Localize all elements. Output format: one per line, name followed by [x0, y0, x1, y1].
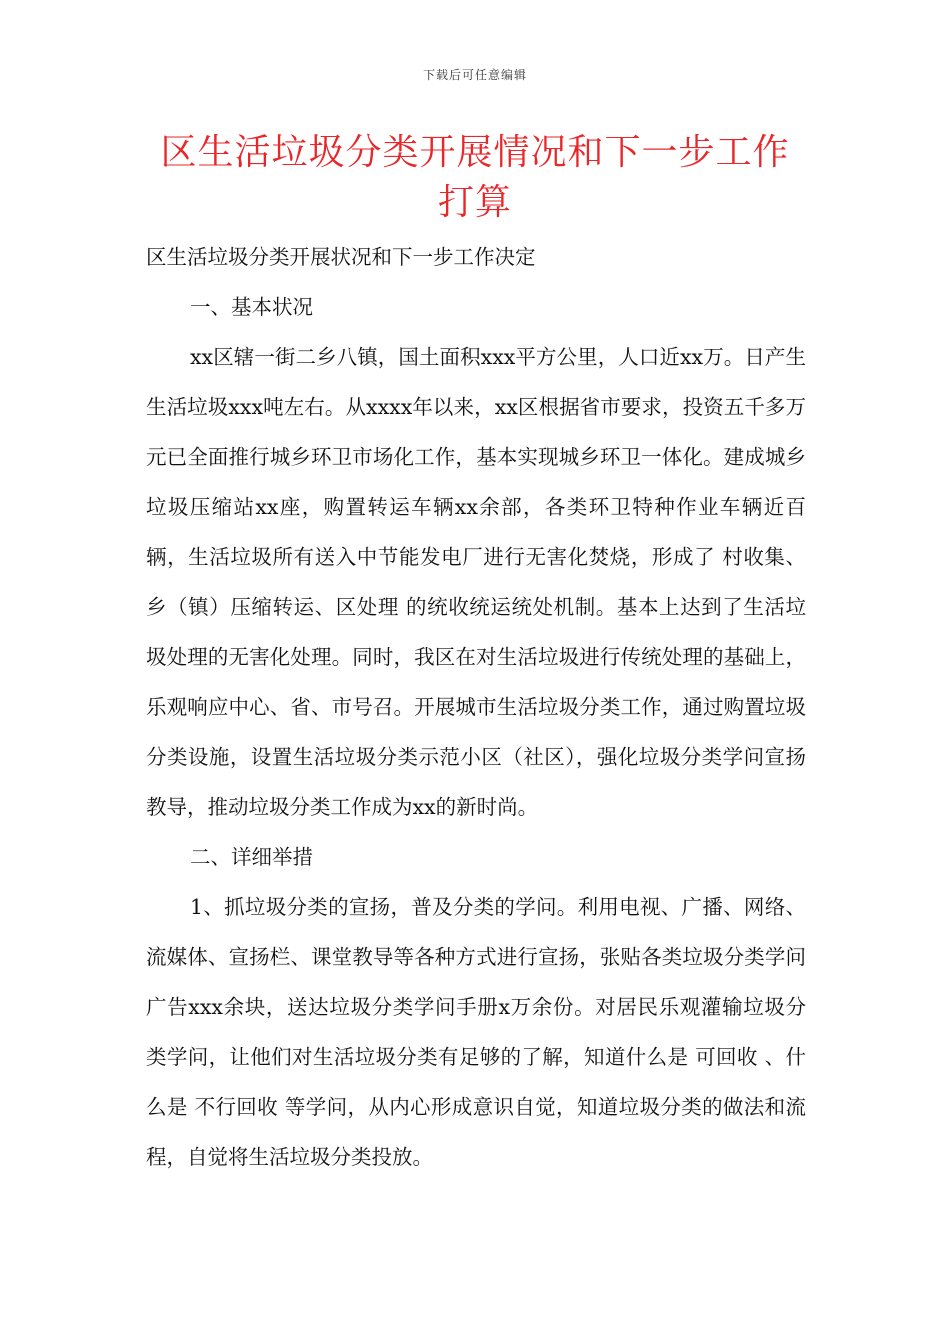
document-title: 区生活垃圾分类开展情况和下一步工作打算 [160, 132, 790, 223]
download-note: 下载后可任意编辑 [422, 68, 527, 82]
section-heading-basic-status: 一、基本状况 [190, 295, 313, 319]
section-paragraph-basic-status: xx区辖一街二乡八镇，国土面积xxx平方公里，人口近xx万。日产生生活垃圾xxx吨左右。从xxxx年以来，xx区根据省市要求，投资五千多万元已全面推行城乡环卫市场化工作，基本实现城乡环卫一体化。建成城乡垃圾压缩站xx座，购置转运车辆xx余部，各类环卫特种作业车辆近百辆，生活垃圾所有送入中节能发电厂进行无害化焚烧，形成了 村收集、乡（镇）压缩转运、区处理 的统收统运统处机制。基本上达到了生活垃圾处理的无害化处理。同时，我区在对生活垃圾进行传统处理的基础上，乐观响应中心、省、市号召。开展城市生活垃圾分类工作，通过购置垃圾分类设施，设置生活垃圾分类示范小区（社区），强化垃圾分类学问宣扬教导，推动垃圾分类工作成为xx的新时尚。 [146, 345, 806, 819]
document-subtitle: 区生活垃圾分类开展状况和下一步工作决定 [146, 245, 536, 269]
section-paragraph-measure-1: 1、抓垃圾分类的宣扬，普及分类的学问。利用电视、广播、网络、流媒体、宣扬栏、课堂教导等各种方式进行宣扬，张贴各类垃圾分类学问广告xxx余块，送达垃圾分类学问手册x万余份。对居民乐观灌输垃圾分类学问，让他们对生活垃圾分类有足够的了解，知道什么是 可回收 、什么是 不行回收 等学问，从内心形成意识自觉，知道垃圾分类的做法和流程，自觉将生活垃圾分类投放。 [146, 895, 806, 1169]
document-body [146, 232, 806, 1182]
section-heading-detailed-measures: 二、详细举措 [190, 845, 313, 869]
